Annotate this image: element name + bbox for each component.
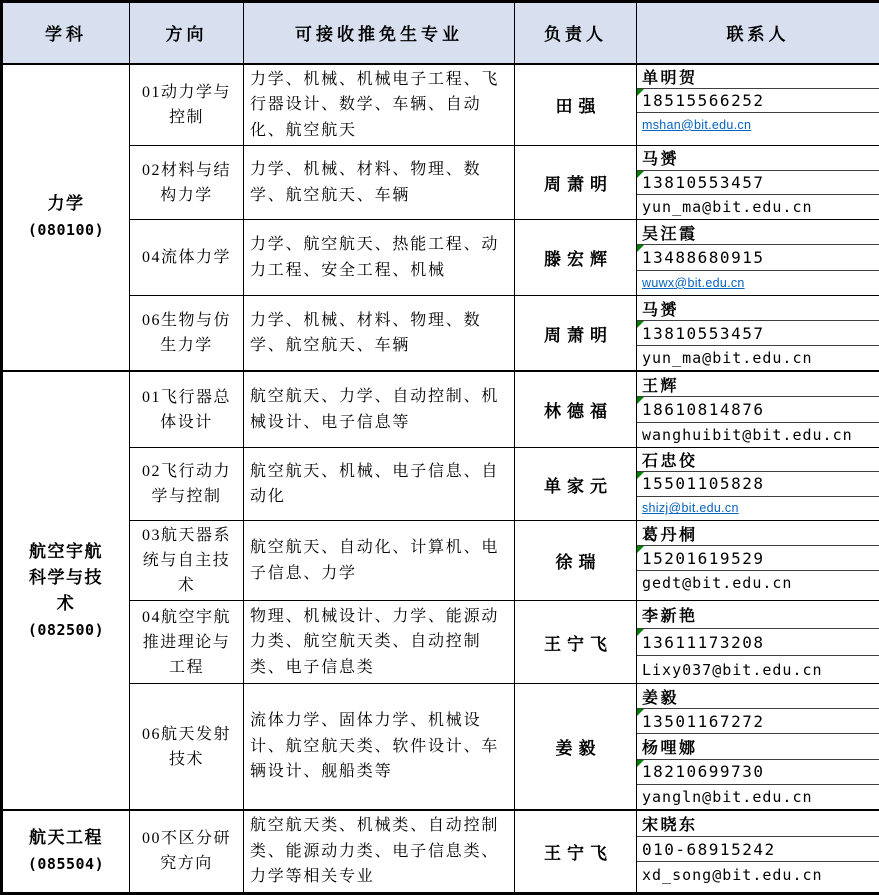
- contact-email: xd_song@bit.edu.cn: [642, 866, 823, 884]
- direction-cell: 06生物与仿生力学: [130, 296, 244, 372]
- subject-code: (082500): [20, 617, 112, 643]
- error-indicator-icon: [637, 321, 644, 328]
- error-indicator-icon: [637, 472, 644, 479]
- contact-cell: [637, 371, 879, 448]
- table-row: [2, 684, 879, 811]
- error-indicator-icon: [637, 760, 644, 767]
- leader-cell: 周萧明: [515, 146, 637, 220]
- subject-cell-space-engineering: [2, 810, 130, 893]
- subject-code: (080100): [20, 217, 112, 243]
- direction-cell: 01飞行器总体设计: [130, 371, 244, 448]
- direction-cell: 04航空宇航推进理论与工程: [130, 601, 244, 684]
- subject-cell-mechanics: [2, 64, 130, 372]
- contact-cell: [637, 684, 879, 811]
- contact-cell: [637, 810, 879, 893]
- contact-email-link[interactable]: mshan@bit.edu.cn: [642, 118, 751, 132]
- header-direction: 方向: [130, 2, 244, 64]
- table-row: [2, 220, 879, 296]
- contact-phone: 15501105828: [642, 474, 764, 493]
- direction-cell: 04流体力学: [130, 220, 244, 296]
- majors-cell: 航空航天、自动化、计算机、电子信息、力学: [244, 521, 515, 601]
- contact-phone: 18515566252: [642, 91, 764, 110]
- contact-email: yun_ma@bit.edu.cn: [642, 198, 813, 216]
- table-row: [2, 371, 879, 448]
- contact-phone: 010-68915242: [642, 840, 776, 859]
- subject-name: 航天工程: [20, 825, 112, 851]
- error-indicator-icon: [637, 245, 644, 252]
- contact-email-link[interactable]: wuwx@bit.edu.cn: [642, 276, 745, 290]
- error-indicator-icon: [637, 709, 644, 716]
- leader-cell: 姜毅: [515, 684, 637, 811]
- contact-phone: 15201619529: [642, 549, 764, 568]
- contact-cell: [637, 521, 879, 601]
- contact-phone-2: 18210699730: [642, 762, 764, 781]
- contact-phone: 13810553457: [642, 173, 764, 192]
- contact-name: 石忠佼: [642, 448, 698, 471]
- subject-cell-aerospace: [2, 371, 130, 810]
- contact-cell: [637, 601, 879, 684]
- contact-cell: [637, 146, 879, 220]
- contact-name-2: 杨哩娜: [642, 735, 698, 758]
- error-indicator-icon: [637, 89, 644, 96]
- contact-name: 葛丹桐: [642, 522, 698, 545]
- header-leader: 负责人: [515, 2, 637, 64]
- majors-cell: 力学、航空航天、热能工程、动力工程、安全工程、机械: [244, 220, 515, 296]
- direction-cell: 03航天器系统与自主技术: [130, 521, 244, 601]
- leader-cell: 田强: [515, 64, 637, 146]
- majors-cell: 航空航天类、机械类、自动控制类、能源动力类、电子信息类、力学等相关专业: [244, 810, 515, 893]
- error-indicator-icon: [637, 629, 644, 636]
- subject-code: (085504): [20, 851, 112, 877]
- table-row: [2, 146, 879, 220]
- leader-cell: 滕宏辉: [515, 220, 637, 296]
- majors-cell: 航空航天、机械、电子信息、自动化: [244, 448, 515, 521]
- contact-email: yangln@bit.edu.cn: [642, 788, 813, 806]
- contact-phone: 13488680915: [642, 248, 764, 267]
- majors-cell: 航空航天、力学、自动控制、机械设计、电子信息等: [244, 371, 515, 448]
- direction-cell: 02材料与结构力学: [130, 146, 244, 220]
- table-row: [2, 64, 879, 146]
- majors-cell: 力学、机械、材料、物理、数学、航空航天、车辆: [244, 296, 515, 372]
- contact-cell: [637, 220, 879, 296]
- contact-cell: [637, 448, 879, 521]
- majors-cell: 力学、机械、机械电子工程、飞行器设计、数学、车辆、自动化、航空航天: [244, 64, 515, 146]
- contact-email: gedt@bit.edu.cn: [642, 574, 792, 592]
- header-subject: 学科: [2, 2, 130, 64]
- subject-name: 力学: [20, 191, 112, 217]
- contact-phone: 18610814876: [642, 400, 764, 419]
- contact-name: 马赟: [642, 297, 679, 320]
- error-indicator-icon: [637, 397, 644, 404]
- table-row: [2, 601, 879, 684]
- leader-cell: 周萧明: [515, 296, 637, 372]
- contact-name: 吴汪霞: [642, 221, 698, 244]
- contact-phone: 13501167272: [642, 712, 764, 731]
- contact-email: wanghuibit@bit.edu.cn: [642, 426, 853, 444]
- contact-cell: [637, 296, 879, 372]
- leader-cell: 林德福: [515, 371, 637, 448]
- table-row: [2, 810, 879, 893]
- direction-cell: 02飞行动力学与控制: [130, 448, 244, 521]
- contact-name: 马赟: [642, 146, 679, 169]
- leader-cell: 单家元: [515, 448, 637, 521]
- leader-cell: 王宁飞: [515, 810, 637, 893]
- majors-cell: 流体力学、固体力学、机械设计、航空航天类、软件设计、车辆设计、舰船类等: [244, 684, 515, 811]
- contact-phone: 13611173208: [642, 633, 764, 652]
- contact-name: 王辉: [642, 373, 679, 396]
- leader-cell: 王宁飞: [515, 601, 637, 684]
- subject-name: 航空宇航科学与技术: [20, 539, 112, 617]
- majors-cell: 力学、机械、材料、物理、数学、航空航天、车辆: [244, 146, 515, 220]
- direction-cell: 00不区分研究方向: [130, 810, 244, 893]
- contact-name: 宋晓东: [642, 812, 698, 835]
- direction-cell: 01动力学与控制: [130, 64, 244, 146]
- header-majors: 可接收推免生专业: [244, 2, 515, 64]
- table-row: [2, 296, 879, 372]
- table-row: [2, 521, 879, 601]
- header-row: [2, 2, 879, 64]
- header-contact: 联系人: [637, 2, 879, 64]
- table-row: [2, 448, 879, 521]
- direction-cell: 06航天发射技术: [130, 684, 244, 811]
- contact-name: 姜毅: [642, 685, 679, 708]
- error-indicator-icon: [637, 546, 644, 553]
- error-indicator-icon: [637, 171, 644, 178]
- leader-cell: 徐瑞: [515, 521, 637, 601]
- contact-phone: 13810553457: [642, 324, 764, 343]
- contact-cell: [637, 64, 879, 146]
- contact-email: yun_ma@bit.edu.cn: [642, 349, 813, 367]
- contact-email-link[interactable]: shizj@bit.edu.cn: [642, 501, 739, 515]
- majors-cell: 物理、机械设计、力学、能源动力类、航空航天类、自动控制类、电子信息类: [244, 601, 515, 684]
- contact-email: Lixy037@bit.edu.cn: [642, 661, 823, 679]
- contact-name: 李新艳: [642, 603, 698, 626]
- contact-name: 单明贺: [642, 65, 698, 88]
